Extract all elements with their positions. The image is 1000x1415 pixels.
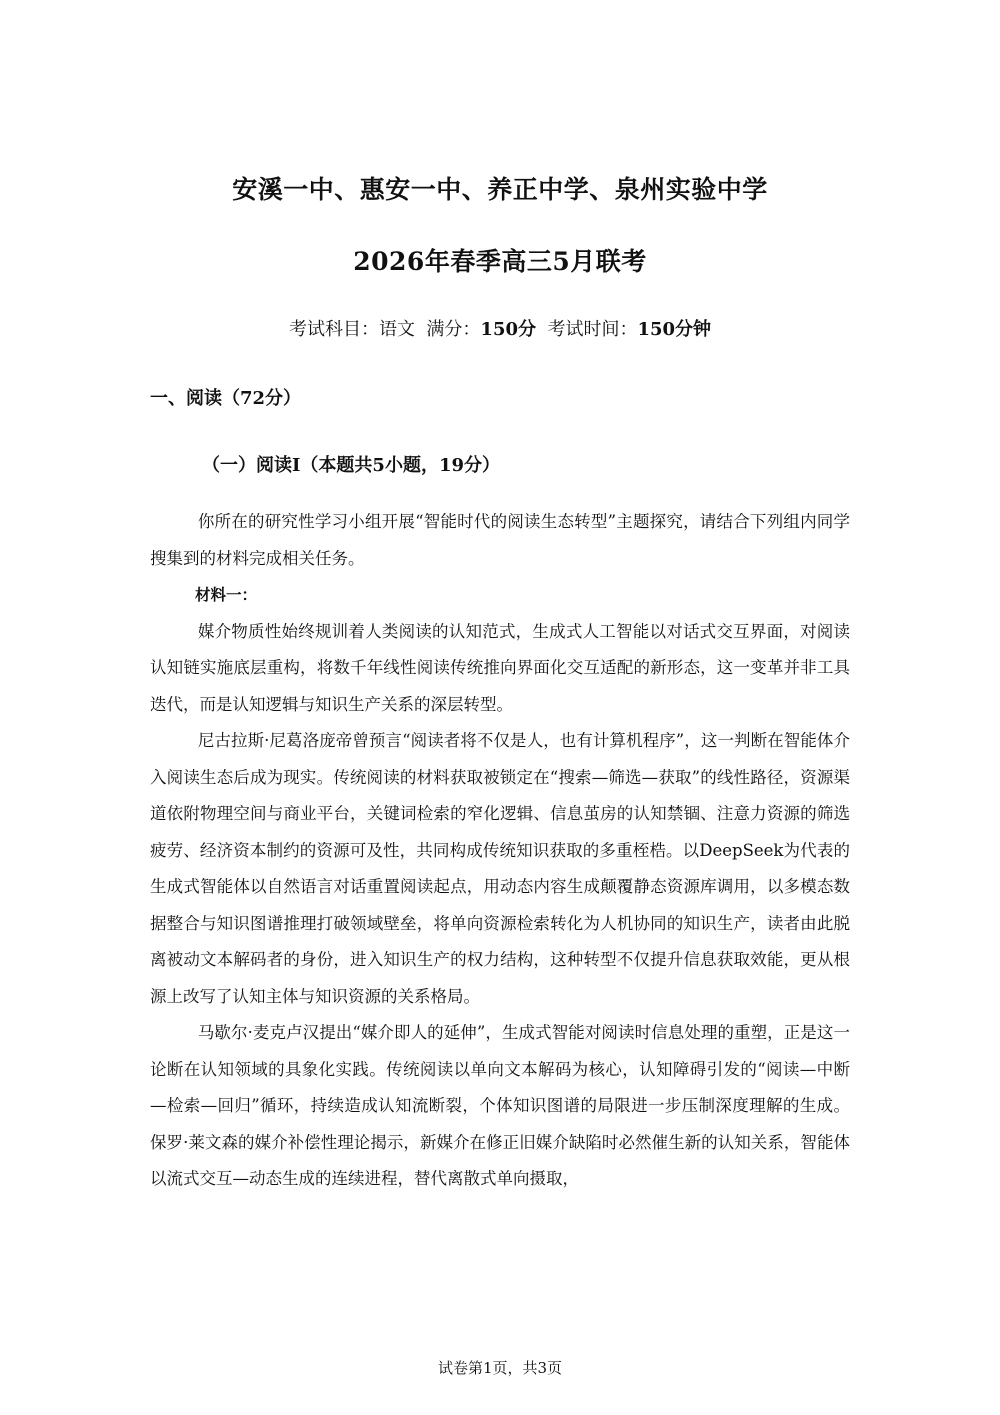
- score-label: 满分：: [426, 319, 481, 340]
- subject-value: 语文: [378, 319, 415, 340]
- section-heading: 一、阅读（72分）: [150, 388, 302, 409]
- material-paragraph-3: 马歇尔·麦克卢汉提出“媒介即人的延伸”，生成式智能对阅读时信息处理的重塑，正是这一论断在认知领域的具象化实践。传统阅读以单向文本解码为核心，认知障碍引发的“阅读—中断—检索—回归”循环，持续造成认知流断裂，个体知识图谱的局限进一步压制深度理解的生成。保罗·莱文森的媒介补偿性理论揭示，新媒介在修正旧媒介缺陷时必然催生新的认知关系，智能体以流式交互—动态生成的连续进程，替代离散式单向摄取，: [150, 1023, 850, 1188]
- intro-paragraph: 你所在的研究性学习小组开展“智能时代的阅读生态转型”主题探究，请结合下列组内同学搜集到的材料完成相关任务。: [150, 512, 850, 568]
- material-paragraph-1: 媒介物质性始终规训着人类阅读的认知范式，生成式人工智能以对话式交互界面，对阅读认知链实施底层重构，将数千年线性阅读传统推向界面化交互适配的新形态，这一变革并非工具迭代，而是认知逻辑与知识生产关系的深层转型。: [150, 621, 850, 714]
- score-value: 150分: [480, 319, 536, 340]
- page-footer: 试卷第1页，共3页: [437, 1359, 563, 1377]
- subsection-heading: （一）阅读Ⅰ（本题共5小题，19分）: [202, 455, 500, 476]
- time-label: 考试时间：: [547, 319, 638, 340]
- material-paragraph-2: 尼古拉斯·尼葛洛庞帝曾预言“阅读者将不仅是人，也有计算机程序”，这一判断在智能体介入阅读生态后成为现实。传统阅读的材料获取被锁定在“搜索—筛选—获取”的线性路径，资源渠道依附物理空间与商业平台，关键词检索的窄化逻辑、信息茧房的认知禁锢、注意力资源的筛选疲劳、经济资本制约的资源可及性，共同构成传统知识获取的多重桎梏。以DeepSeek为代表的生成式智能体以自然语言对话重置阅读起点，用动态内容生成颠覆静态资源库调用，以多模态数据整合与知识图谱推理打破领域壁垒，将单向资源检索转化为人机协同的知识生产，读者由此脱离被动文本解码者的身份，进入知识生产的权力结构，这种转型不仅提升信息获取效能，更从根源上改写了认知主体与知识资源的关系格局。: [150, 731, 850, 1006]
- time-value: 150分钟: [637, 319, 712, 340]
- subject-label: 考试科目：: [288, 319, 379, 340]
- exam-title-session: 2026年春季高三5月联考: [353, 247, 647, 276]
- exam-title-schools: 安溪一中、惠安一中、养正中学、泉州实验中学: [232, 175, 768, 204]
- exam-info: [0, 315, 1000, 341]
- reading-passage: [150, 504, 850, 1198]
- material-label: 材料一：: [194, 585, 257, 604]
